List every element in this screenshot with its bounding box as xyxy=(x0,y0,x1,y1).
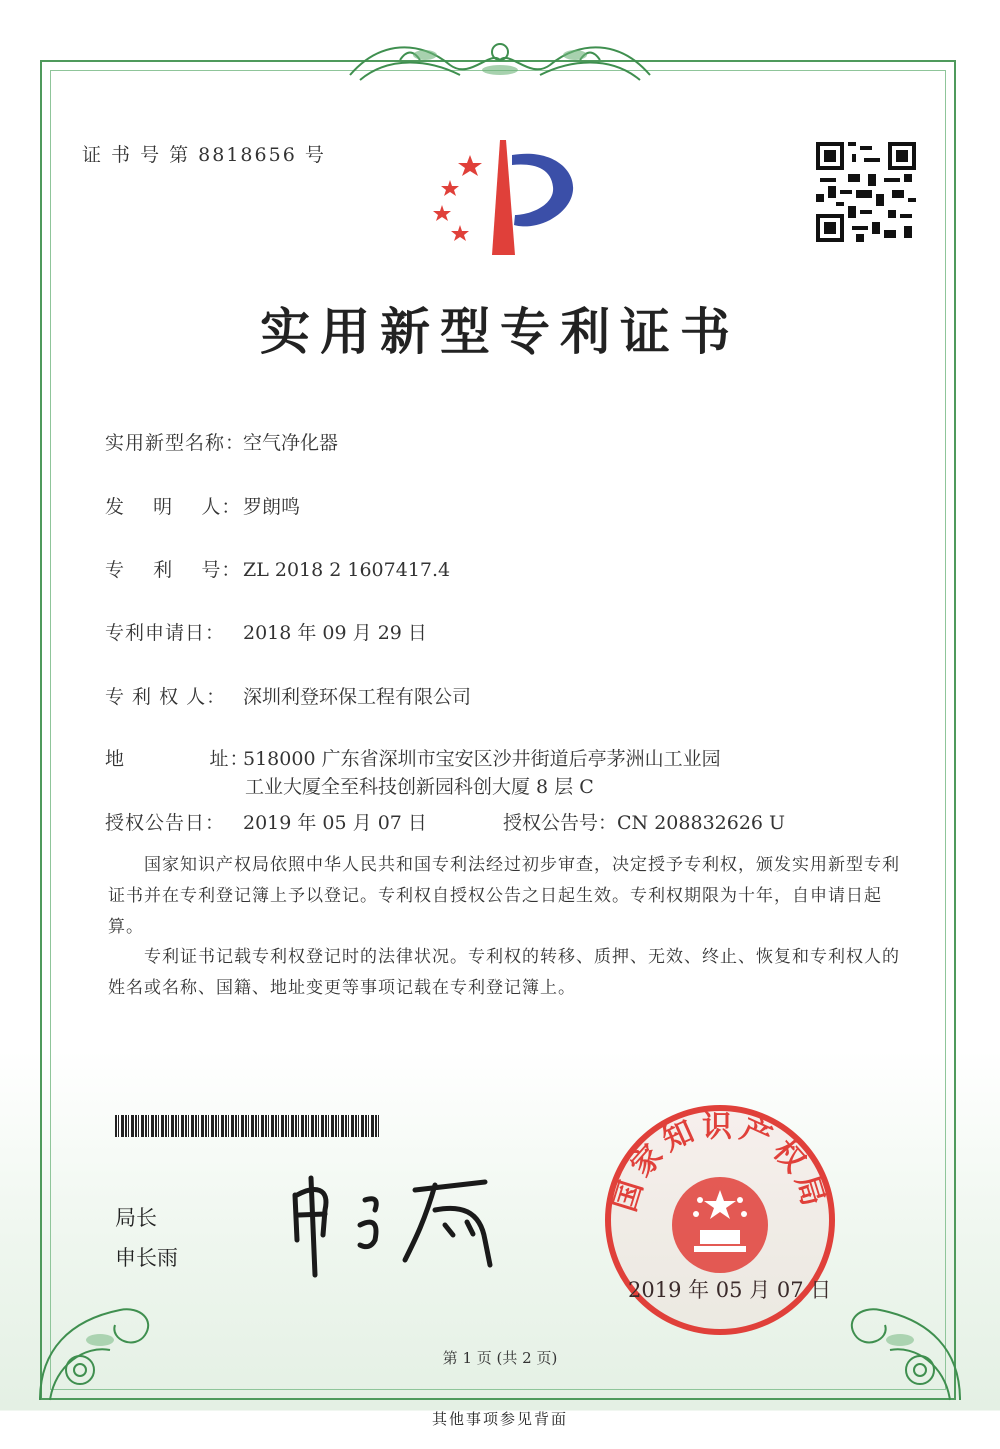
statement-paragraph-2: 专利证书记载专利权登记时的法律状况。专利权的转移、质押、无效、终止、恢复和专利权人的姓名或名称、国籍、地址变更等事项记载在专利登记簿上。 xyxy=(108,947,900,998)
certificate-number: 证 书 号 第 8818656 号 xyxy=(82,144,326,166)
official-seal xyxy=(600,1100,840,1340)
field-value: 罗朗鸣 xyxy=(243,496,301,518)
field-address-line2: 工业大厦全至科技创新园科创大厦 8 层 C xyxy=(245,776,594,798)
director-name: 申长雨 xyxy=(115,1246,178,1270)
field-value: 空气净化器 xyxy=(243,432,339,454)
field-label: 实用新型名称： xyxy=(105,432,246,454)
field-grant-date xyxy=(105,808,427,835)
footer-note: 其他事项参见背面 xyxy=(431,1410,568,1428)
seal-text: 国家知识产权局 xyxy=(607,1109,833,1216)
page-title: 实用新型专利证书 xyxy=(260,302,740,361)
field-application-date xyxy=(105,618,427,645)
director-title: 局长 xyxy=(115,1206,157,1230)
field-value: ZL 2018 2 1607417.4 xyxy=(243,559,451,581)
field-label: 地 址： xyxy=(105,748,250,770)
statement-paragraph-1: 国家知识产权局依照中华人民共和国专利法经过初步审查，决定授予专利权，颁发实用新型专利证书并在专利登记簿上予以登记。专利权自授权公告之日起生效。专利权期限为十年，自申请日起算。 xyxy=(108,855,900,937)
field-value: 深圳利登环保工程有限公司 xyxy=(243,686,472,708)
field-patent-number xyxy=(105,555,450,582)
field-label: 授权公告号： xyxy=(503,812,618,834)
field-label: 发 明 人： xyxy=(105,496,242,518)
field-address xyxy=(105,744,721,771)
director-signature xyxy=(285,1170,515,1280)
field-label: 专利申请日： xyxy=(105,622,226,644)
field-value: 518000 广东省深圳市宝安区沙井街道后亭茅洲山工业园 xyxy=(243,748,721,770)
field-patentee xyxy=(105,682,471,709)
field-utility-model-name xyxy=(105,428,338,455)
field-value: 2018 年 09 月 29 日 xyxy=(243,622,427,644)
field-value: CN 208832626 U xyxy=(617,812,786,834)
director-block xyxy=(115,1198,178,1278)
field-label: 授权公告日： xyxy=(105,812,226,834)
field-grant-number xyxy=(503,808,785,835)
field-label: 专 利 号： xyxy=(105,559,242,581)
top-ornament xyxy=(340,30,660,90)
seal-date: 2019 年 05 月 07 日 xyxy=(628,1278,832,1302)
qr-code xyxy=(816,142,916,242)
patent-office-logo xyxy=(420,135,590,260)
page-number: 第 1 页 (共 2 页) xyxy=(442,1349,558,1367)
field-label: 专 利 权 人： xyxy=(105,686,227,708)
field-inventor xyxy=(105,492,300,519)
corner-ornament-left xyxy=(30,1270,170,1410)
barcode xyxy=(115,1115,380,1137)
field-value: 2019 年 05 月 07 日 xyxy=(243,812,427,834)
corner-ornament-right xyxy=(830,1270,970,1410)
